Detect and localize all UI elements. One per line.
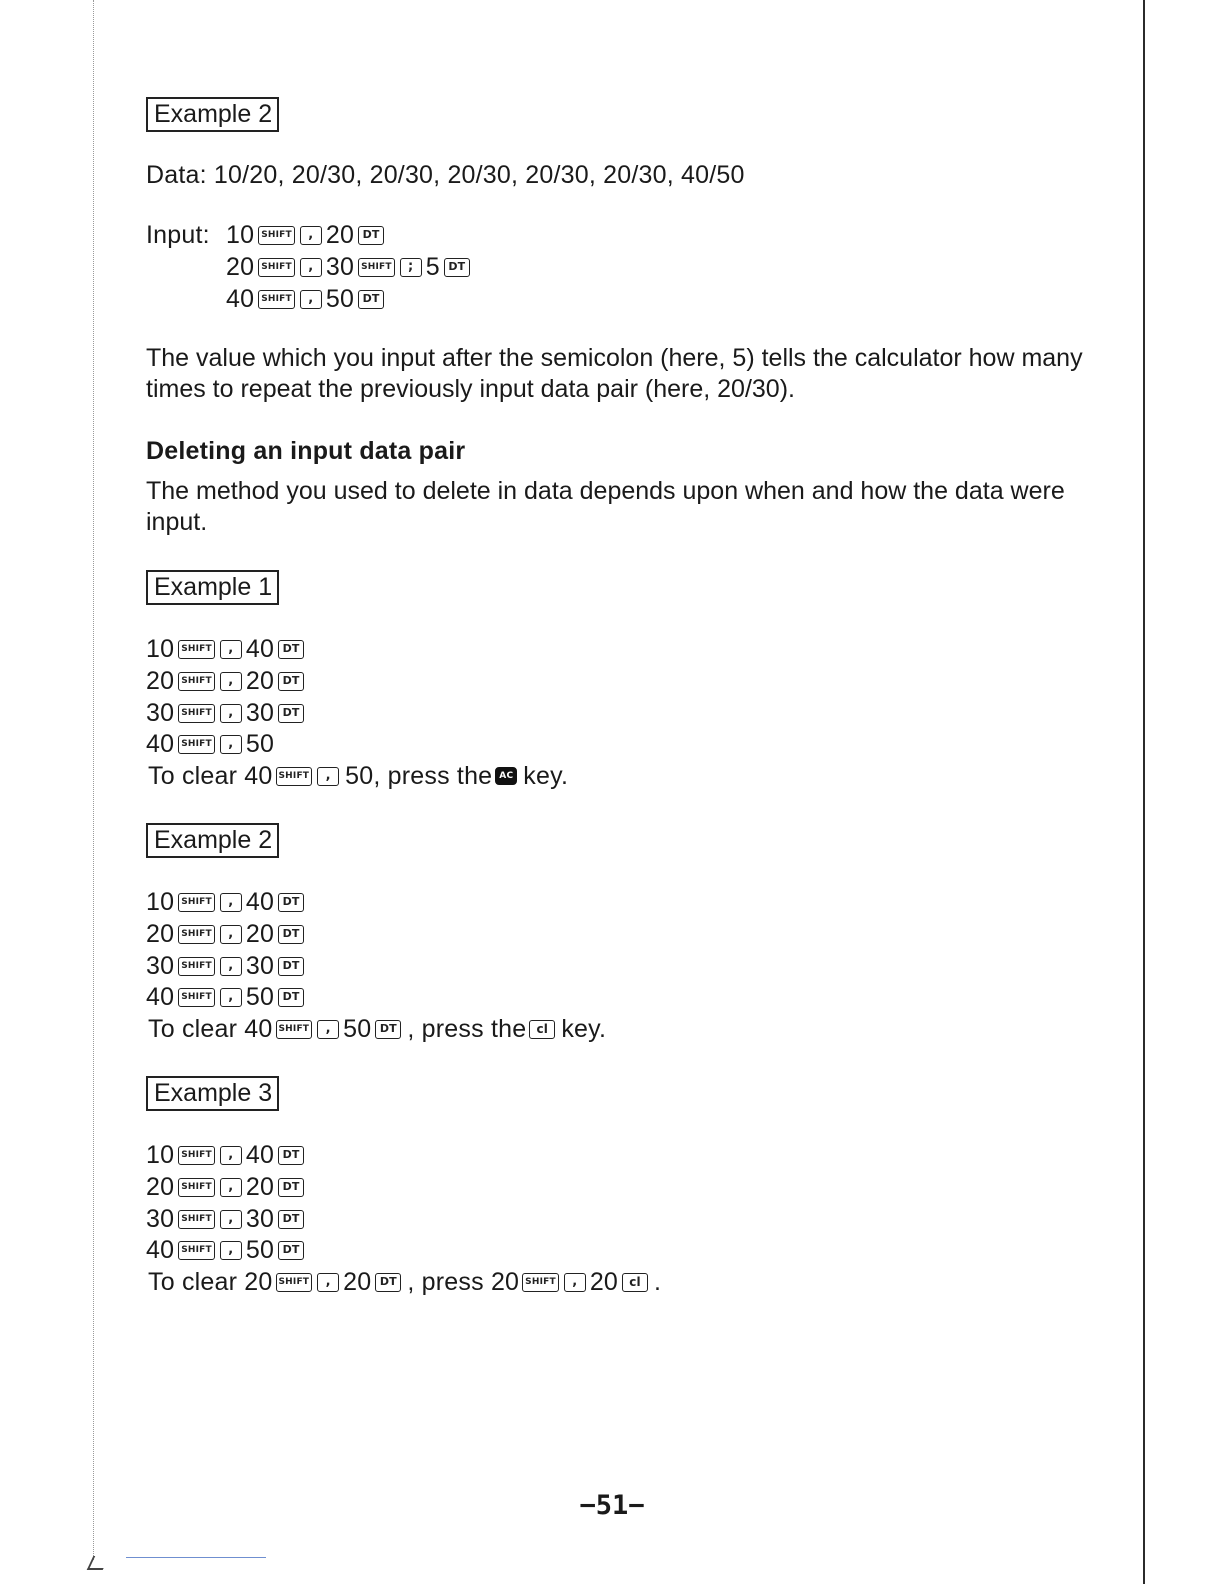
number-value: 50 — [245, 730, 275, 758]
number-value: 50 — [343, 1015, 372, 1043]
comma-key-icon: , — [220, 1210, 242, 1229]
dt-key-icon: DT — [278, 925, 304, 944]
deleting-intro: The method you used to delete in data depends upon when and how the data were input. — [146, 477, 1065, 536]
shift-key-icon: SHIFT — [522, 1273, 559, 1292]
example-2-row-2 — [146, 919, 308, 949]
dt-key-icon: DT — [278, 672, 304, 691]
dt-key-icon: DT — [278, 988, 304, 1007]
number-value: 20 — [245, 1173, 275, 1201]
comma-key-icon: , — [317, 767, 339, 786]
dt-key-icon: DT — [375, 1020, 401, 1039]
number-value: 30 — [146, 1205, 175, 1233]
comma-key-icon: , — [220, 1146, 242, 1165]
number-value: 10 — [146, 1141, 175, 1169]
shift-key-icon: SHIFT — [276, 1020, 313, 1039]
comma-key-icon: , — [317, 1273, 339, 1292]
number-value: 10 — [146, 888, 175, 916]
comma-key-icon: , — [317, 1020, 339, 1039]
number-value: 20 — [589, 1268, 619, 1296]
example-2-row-1 — [146, 887, 308, 917]
number-value: 40 — [245, 635, 275, 663]
semicolon-explanation: The value which you input after the semicolon (here, 5) tells the calculator how many times to repeat the previously input data pair (here, 20/30). — [146, 344, 1083, 403]
number-value: 20 — [325, 221, 355, 249]
comma-key-icon: , — [220, 893, 242, 912]
dt-key-icon: DT — [278, 1178, 304, 1197]
example-1-label: Example 1 — [146, 570, 279, 605]
example-2-top-label: Example 2 — [146, 97, 279, 132]
number-value: 20 — [245, 667, 275, 695]
instruction-text: key. — [561, 1015, 607, 1043]
shift-key-icon: SHIFT — [178, 640, 215, 659]
cl-key-icon: cl — [529, 1020, 555, 1039]
number-value: 40 — [245, 888, 275, 916]
number-value: 20 — [146, 667, 175, 695]
instruction-text: , press the — [407, 1015, 527, 1043]
dt-key-icon: DT — [375, 1273, 401, 1292]
cl-key-icon: cl — [622, 1273, 648, 1292]
number-value: 30 — [245, 1205, 275, 1233]
number-value: 30 — [245, 952, 275, 980]
comma-key-icon: , — [220, 957, 242, 976]
example-1-instruction — [146, 761, 570, 791]
example-2-row-4 — [146, 982, 308, 1012]
number-value: 40 — [146, 730, 175, 758]
comma-key-icon: , — [300, 226, 322, 245]
shift-key-icon: SHIFT — [258, 226, 295, 245]
example-3-row-1 — [146, 1140, 308, 1170]
number-value: 40 — [146, 983, 175, 1011]
dt-key-icon: DT — [278, 640, 304, 659]
example-1-row-2 — [146, 666, 308, 696]
shift-key-icon: SHIFT — [178, 672, 215, 691]
example-3-label: Example 3 — [146, 1076, 279, 1111]
shift-key-icon: SHIFT — [178, 1178, 215, 1197]
shift-key-icon: SHIFT — [178, 1210, 215, 1229]
shift-key-icon: SHIFT — [358, 258, 395, 277]
shift-key-icon: SHIFT — [178, 893, 215, 912]
dt-key-icon: DT — [358, 290, 384, 309]
shift-key-icon: SHIFT — [258, 258, 295, 277]
number-value: 40 — [226, 285, 255, 313]
comma-key-icon: , — [220, 925, 242, 944]
dt-key-icon: DT — [278, 704, 304, 723]
comma-key-icon: , — [220, 640, 242, 659]
shift-key-icon: SHIFT — [178, 735, 215, 754]
input-row-1 — [226, 220, 388, 250]
comma-key-icon: , — [220, 704, 242, 723]
example-1-row-1 — [146, 634, 308, 664]
dt-key-icon: DT — [278, 1146, 304, 1165]
example-1-row-4 — [146, 729, 277, 759]
instruction-text: , press 20 — [407, 1268, 520, 1296]
input-row-3 — [226, 284, 388, 314]
right-scan-edge — [1143, 0, 1145, 1584]
example-3-row-3 — [146, 1204, 308, 1234]
instruction-text: 50, press the — [345, 762, 493, 790]
number-value: 30 — [325, 253, 355, 281]
dt-key-icon: DT — [358, 226, 384, 245]
number-value: 20 — [146, 920, 175, 948]
comma-key-icon: , — [220, 1178, 242, 1197]
shift-key-icon: SHIFT — [178, 1241, 215, 1260]
dt-key-icon: DT — [278, 957, 304, 976]
number-value: 40 — [146, 1236, 175, 1264]
example-3-row-2 — [146, 1172, 308, 1202]
comma-key-icon: , — [300, 290, 322, 309]
dt-key-icon: DT — [444, 258, 470, 277]
comma-key-icon: , — [220, 1241, 242, 1260]
example-1-row-3 — [146, 698, 308, 728]
number-value: 10 — [226, 221, 255, 249]
comma-key-icon: ; — [400, 258, 422, 277]
number-value: 10 — [146, 635, 175, 663]
comma-key-icon: , — [300, 258, 322, 277]
number-value: 30 — [146, 699, 175, 727]
example-2-row-3 — [146, 951, 308, 981]
number-value: 50 — [245, 1236, 275, 1264]
page-number: −51− — [579, 1490, 645, 1521]
comma-key-icon: , — [564, 1273, 586, 1292]
example-2-label: Example 2 — [146, 823, 279, 858]
shift-key-icon: SHIFT — [178, 704, 215, 723]
deleting-heading: Deleting an input data pair — [146, 437, 466, 465]
number-value: 50 — [245, 983, 275, 1011]
number-value: 20 — [226, 253, 255, 281]
data-line: Data: 10/20, 20/30, 20/30, 20/30, 20/30, 20/30, 40/50 — [146, 161, 745, 189]
comma-key-icon: , — [220, 735, 242, 754]
instruction-text: . — [654, 1268, 662, 1296]
number-value: 20 — [146, 1173, 175, 1201]
shift-key-icon: SHIFT — [276, 1273, 313, 1292]
shift-key-icon: SHIFT — [276, 767, 313, 786]
shift-key-icon: SHIFT — [258, 290, 295, 309]
comma-key-icon: , — [220, 988, 242, 1007]
example-3-row-4 — [146, 1235, 308, 1265]
shift-key-icon: SHIFT — [178, 1146, 215, 1165]
comma-key-icon: , — [220, 672, 242, 691]
left-scan-edge — [93, 0, 94, 1560]
ac-key-icon: AC — [495, 767, 517, 785]
bottom-scan-mark — [126, 1557, 266, 1558]
instruction-text: key. — [523, 762, 569, 790]
number-value: 20 — [343, 1268, 372, 1296]
shift-key-icon: SHIFT — [178, 925, 215, 944]
shift-key-icon: SHIFT — [178, 957, 215, 976]
dt-key-icon: DT — [278, 1210, 304, 1229]
instruction-text: To clear 40 — [148, 1015, 273, 1043]
number-value: 50 — [325, 285, 355, 313]
number-value: 30 — [146, 952, 175, 980]
number-value: 30 — [245, 699, 275, 727]
example-2-instruction — [146, 1014, 608, 1044]
shift-key-icon: SHIFT — [178, 988, 215, 1007]
input-label: Input: — [146, 221, 210, 249]
number-value: 40 — [245, 1141, 275, 1169]
example-3-instruction — [146, 1267, 663, 1297]
corner-scan-mark — [87, 1556, 110, 1570]
input-row-2 — [226, 252, 474, 282]
instruction-text: To clear 40 — [148, 762, 273, 790]
instruction-text: To clear 20 — [148, 1268, 273, 1296]
number-value: 20 — [245, 920, 275, 948]
dt-key-icon: DT — [278, 893, 304, 912]
number-value: 5 — [425, 253, 440, 281]
dt-key-icon: DT — [278, 1241, 304, 1260]
